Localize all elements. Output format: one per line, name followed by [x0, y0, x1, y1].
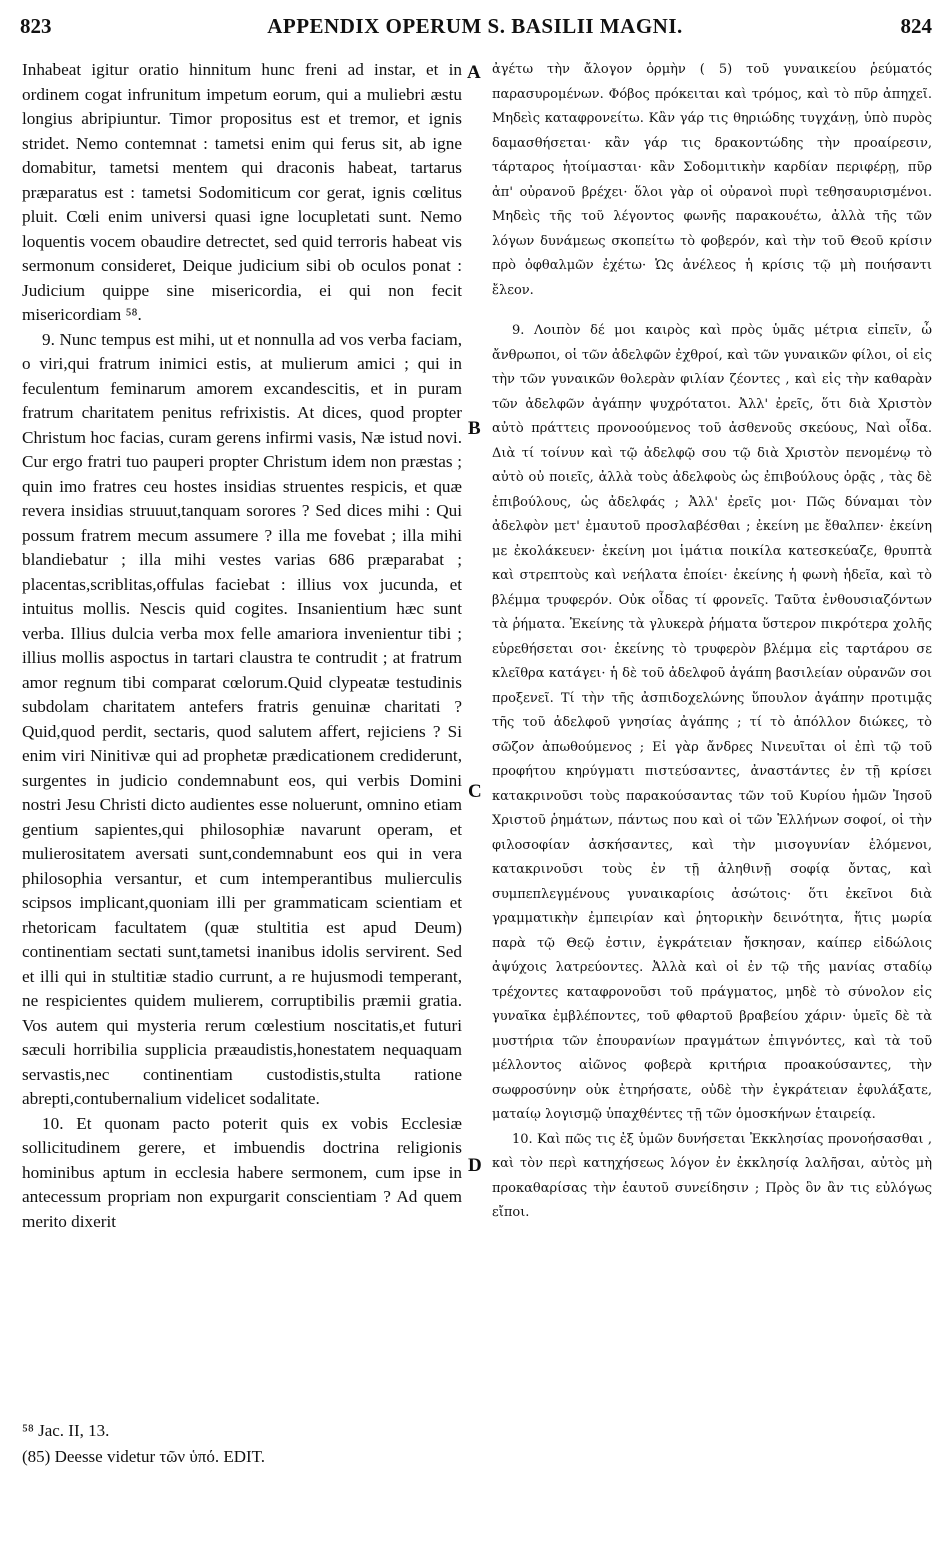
margin-marker: D: [468, 1155, 482, 1176]
footnote: (85) Deesse videtur τῶν ὑπό. EDIT.: [22, 1447, 266, 1466]
margin-marker: C: [468, 781, 482, 802]
latin-paragraph: Inhabeat igitur oratio hinnitum hunc freni ad instar, et in ordinem cogat infrunitum impetum eorum, qui a muliebri æstu longius abripiuntur. Timor propositus est et tremor, et ignis stridet. Nemo contemnat : tametsi enim qui ferus sit, ab igne domabitur, tametsi mentem qui draconis habeat, tartarus præparatus est : tametsi Sodomiticum cor gerat, ignis cœlitus pluit. Cœli enim universi quasi igne locupletati sunt. Nemo loquentis vocem obaudire detrectet, sed quid terroris habeat vis sermonum consideret, Deique judicium sibi ob oculos ponat : Judicium quippe sine misericordia, ei qui non fecit misericordiam ⁵⁸.: [22, 60, 462, 324]
greek-paragraph: 10. Καὶ πῶς τις ἐξ ὑμῶν δυνήσεται Ἐκκλησίας προνοήσασθαι , καὶ τὸν περὶ κατηχήσεως λόγον ἐν ἐκκλησίᾳ λαλῆσαι, αὐτὸς μὴ προκαθαρίσας τὴν ἑαυτοῦ συνείδησιν ; Πρὸς ὃν ἂν τις εὐλόγως εἴποι.: [492, 1131, 932, 1220]
latin-paragraph: 10. Et quonam pacto poterit quis ex vobis Ecclesiæ sollicitudinem gerere, et imbuendis doctrina religionis hominibus aptum in ecclesia habere sermonem, cum ipse in antecessum propriam non expurgarit conscientiam ? Ad quem merito dixerit: [22, 1113, 462, 1231]
margin-marker: B: [468, 418, 481, 439]
page-number-right: 824: [900, 14, 932, 38]
page-number-left: 823: [20, 14, 52, 38]
margin-marker: A: [467, 62, 481, 83]
footnote: ⁵⁸ Jac. II, 13.: [22, 1421, 110, 1440]
paragraph-gap: [492, 303, 932, 319]
greek-paragraph: 9. Λοιπὸν δέ μοι καιρὸς καὶ πρὸς ὑμᾶς μέτρια εἰπεῖν, ὦ ἄνθρωποι, οἱ τῶν ἀδελφῶν ἐχθροί, καὶ τῶν γυναικῶν φίλοι, οἱ εἰς τὴν τῶν γυναικῶν θολερὰν φιλίαν ζέοντες , καὶ εἰς τὴν καθαρὰν τῶν ἀδελφῶν ἀγάπην ψυχρότατοι. Ἀλλ' ἐρεῖς, ὅτι διὰ Χριστὸν αὐτὸ πράττεις προνοούμενος τοῦ ἀσθενοῦς σκεύους, Ναὶ οἶδα. Διὰ τί τοίνυν καὶ τῷ ἀδελφῷ σου τῷ διὰ Χριστὸν πενομένῳ τὸ αὐτὸ οὐ ποιεῖς, ἀλλὰ τοὺς ἀδελφοὺς ὡς ἐπιβούλους ὁρᾷς , τὰς δὲ ἐπιβούλους, ὡς ἀδελφάς ; Ἀλλ' ἐρεῖς μοι· Πῶς δύναμαι τὸν ἀδελφὸν μετ' ἐμαυτοῦ προσλαβέσθαι ; ἐκείνη με ἔθαλπεν· ἐκείνη με ἐκολάκευεν· ἐκείνη μοι ἱμάτια ποικίλα κατεσκεύαζε, θρυπτὰ καὶ στρεπτοὺς καὶ νεήλατα ἐποίει· ἐκείνης ἡ φωνὴ ἡδεῖα, καὶ τὸ βλέμμα τρυφερόν. Οὐκ οἶδας τί φρονεῖς. Ταῦτα ἐνθουσιαζόντων τὰ ῥήματα. Ἐκείνης τὰ γλυκερὰ ῥήματα ὕστερον πικρότερα χολῆς εὑρεθήσεται σοι· ἐκείνης τὸ τρυφερὸν βλέμμα εἰς ταρτάρου σε κλεῖθρα κατάγει· ἡ δὲ τοῦ ἀδελφοῦ ἀγάπη βασιλείαν οὐρανῶν σοι προξενεῖ. Τί τὴν τῆς ἀσπιδοχελώνης ὕπουλον ἀγάπην προτιμᾷς τῆς τοῦ ἀδελφοῦ γνησίας ἀγάπης ; τί τὸ ἀπόλλον διώκες, τὸ σῶζον ἀπωθούμενος ; Εἰ γὰρ ἄνδρες Νινευῖται οἱ ἐπὶ τῷ τοῦ προφήτου κηρύγματι πιστεύσαντες, ἀναστάντες ἐν τῇ κρίσει κατακρινοῦσι τοὺς παρακούσαντας τῶν τοῦ Κυρίου ἡμῶν Ἰησοῦ Χριστοῦ ῥημάτων, πάντως που καὶ οἱ τῶν Ἑλλήνων σοφοί, οἱ τὴν φιλοσοφίαν ἀσκήσαντες, καὶ τὴν μισογυνίαν ἑλόμενοι, κατακρινοῦσι τοὺς ἐν τῇ ἀληθινῇ σοφίᾳ ὄντας, καὶ συμπεπλεγμένους γυναικαρίοις ἀσώτοις· ὅτι ἐκεῖνοι διὰ γραμματικὴν ἐμπειρίαν καὶ ῥητορικὴν δεινότητα, ἥτις μωρία παρὰ τῷ Θεῷ ἐστιν, ἐγκράτειαν ἤσκησαν, καίπερ εἰδώλοις ἀψύχοις λατρεύοντες. Ἀλλὰ καὶ οἱ ἐν τῷ τῆς μανίας σταδίῳ τρέχοντες καταφρονοῦσι τοῦ πράγματος, μηδὲ τὸ σύνολον εἰς γυναῖκα ἐμβλέποντες, τοῦ φθαρτοῦ βραβείου χάριν· ὑμεῖς δὲ τὰ μυστήρια τῶν ἐπουρανίων πραγμάτων ἐπιγνόντες, καὶ τὰ τοῦ μέλλοντος αἰῶνος φοβερὰ κριτήρια προακούσαντες, τὴν σωφροσύνην οὐκ ἐτηρήσατε, οὐδὲ τὴν ἐγκράτειαν ἐφυλάξατε, ματαίῳ λογισμῷ ὑπαχθέντες τῇ τῶν ὁμοσκήνων ἑταιρείᾳ.: [492, 323, 932, 1122]
greek-column: [492, 58, 932, 1226]
running-header: [0, 14, 950, 44]
footnotes: [22, 1418, 462, 1470]
greek-paragraph: ἀγέτω τὴν ἄλογον ὁρμὴν ( 5) τοῦ γυναικείου ῥεύματός παρασυρομένων. Φόβος πρόκειται καὶ τρόμος, καὶ τὸ πῦρ ἀπηχεῖ. Μηδεὶς καταφρονείτω. Κἂν γάρ τις θηριώδης τυγχάνῃ, ὑπὸ πυρὸς δαμασθήσεται· κἂν γάρ τις δρακοντώδης τὴν προαίρεσιν, τάρταρος ἡτοίμασται· κἂν Σοδομιτικὴν καρδίαν περιφέρῃ, πῦρ ἀπ' οὐρανοῦ βρέχει· ὅλοι γὰρ οἱ οὐρανοὶ πυρὶ τεθησαυρισμένοι. Μηδεὶς τῆς τοῦ λέγοντος φωνῆς παρακουέτω, ἀλλὰ τῆς τῶν λόγων δυνάμεως σκοπείτω τὸ φοβερόν, καὶ τὴν τοῦ Θεοῦ κρίσιν πρὸ ὀφθαλμῶν ἐχέτω· Ὡς ἀνέλεος ἡ κρίσις τῷ μὴ ποιήσαντι ἔλεον.: [492, 62, 932, 298]
running-title: APPENDIX OPERUM S. BASILII MAGNI.: [267, 14, 683, 38]
latin-paragraph: 9. Nunc tempus est mihi, ut et nonnulla ad vos verba faciam, o viri,qui fratrum inimici estis, at mulierum amici ; qui in feculentum feminarum amorem excandescitis, et in puram fratrum charitatem penitus refrixistis. At dices, quod propter Christum hoc facias, curam gerens infirmi vasis, Næ istud novi. Cur ergo fratri tuo pauperi propter Christum idem non præstas ; quin imo fratres ceu hostes insidias struentes respicis, et quæ revera insidias struuut,tanquam sorores ? Sed dices mihi : Qui possum fratrem mecum assumere ? illa me fovebat ; illa mihi blandiebatur ; illa mihi vestes varias 686 præparabat ; placentas,scriblitas,offulas faciebat : illius vox jucunda, et intuitus mollis. Nescis quid cogites. Insanientium hæc sunt verba. Illius dulcia verba mox felle amariora invenientur tibi ; illius mollis aspoctus in tartari claustra te contrudit ; at fratrum amor regnum tibi comparat cœlorum.Quid clypeatæ testudinis subdolam charitatem antefers fratris genuinæ charitati ?Quid,quod perdit, sectaris, quod salutem affert, rejiciens ? Si enim viri Ninitivæ qui ad prophetæ prædicationem crediderunt, surgentes in judicio condemnabunt eos, qui verbis Domini nostri Jesu Christi dicto audientes esse noluerunt, omnino etiam gentium sapientes,qui philosophiæ navarunt operam, et mulierositatem aversati sunt,condemnabunt eos qui in vera philosophia versantur, et cum intemperantibus mulierculis scipsos implicant,quoniam illi per grammaticam scientiam et rhetoricam facultatem (quæ stultitia est apud Deum) continentiam sectati sunt,tametsi inanibus idolis servirent. Sed et illi qui in stultitiæ stadio currunt, a re hujusmodi temperant, ne respicientes quidem mulierem, corruptibilis præmii gratia. Vos autem qui mysteria rerum cœlestium noscitatis,et futuri sæculi horribilia supplicia præaudistis,honestatem nequaquam servastis,nec continentiam custodistis,stulta ratione abrepti,contubernalium videlicet sodalitate.: [22, 329, 462, 1108]
latin-column: [22, 58, 462, 1234]
